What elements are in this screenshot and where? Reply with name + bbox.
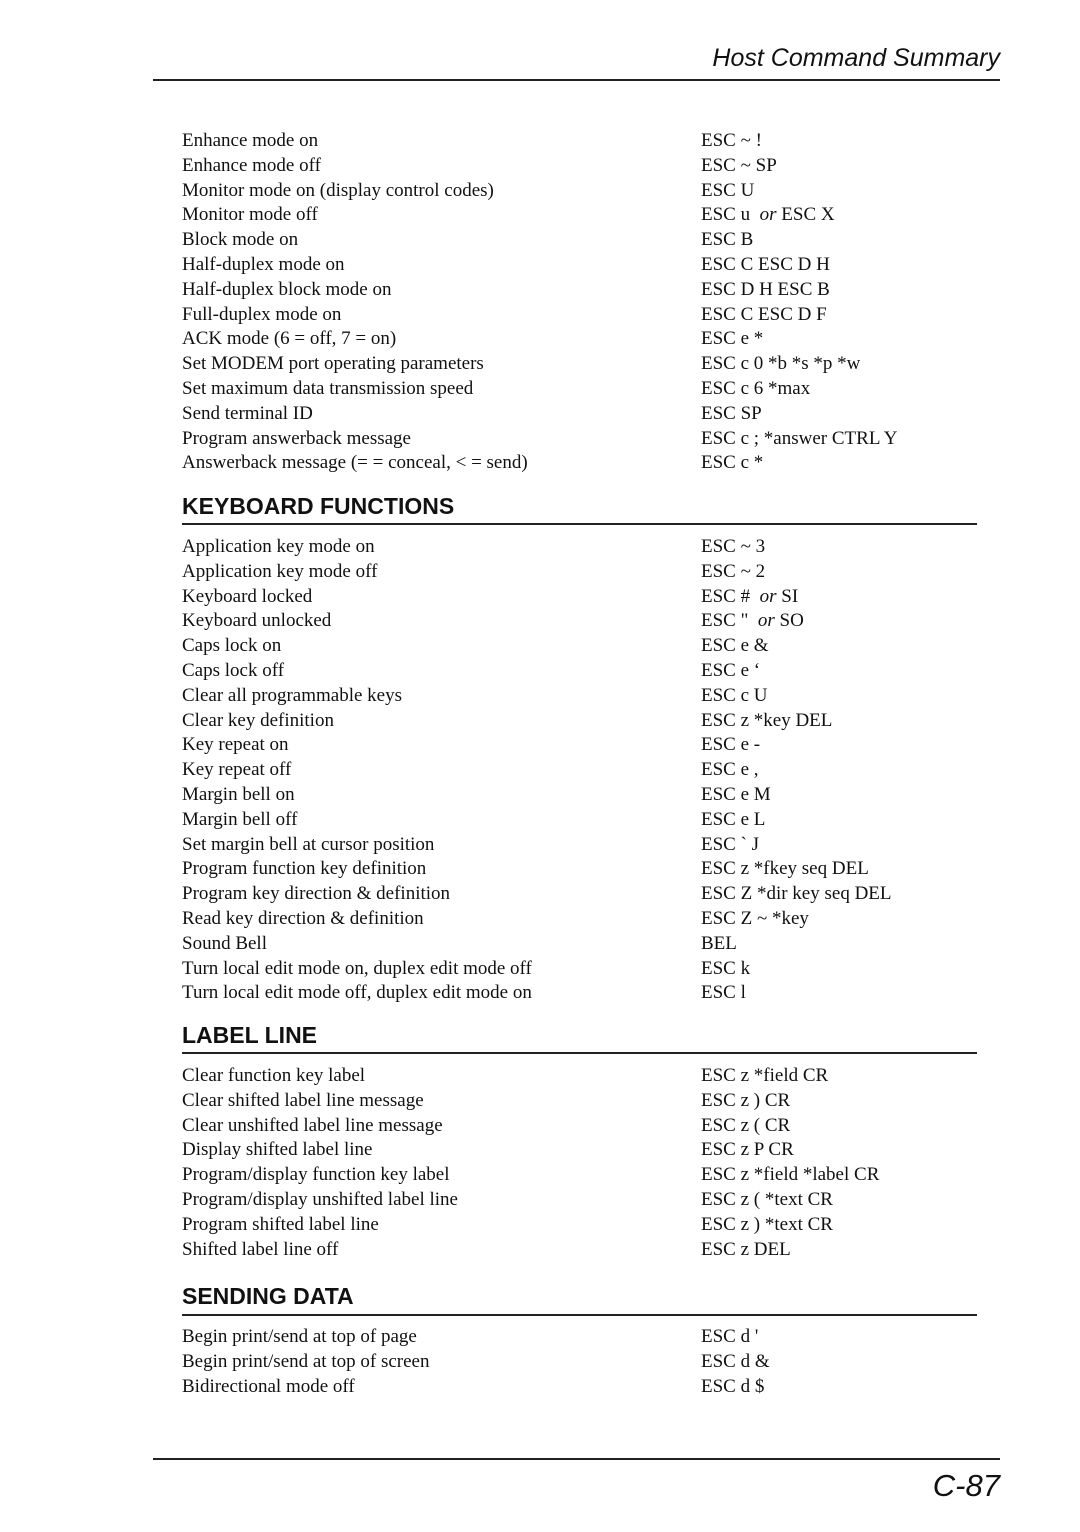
command-sequence bbox=[701, 957, 750, 982]
command-sequence bbox=[701, 1350, 770, 1375]
command-description: Program key direction & definition bbox=[182, 883, 451, 905]
command-code: ESC Z ~ *key bbox=[701, 907, 809, 929]
command-description: Full-duplex mode on bbox=[182, 303, 342, 325]
command-sequence bbox=[701, 857, 869, 882]
command-sequence bbox=[701, 278, 830, 303]
command-description: Application key mode on bbox=[182, 536, 375, 557]
command-code: ESC z *field CR bbox=[701, 1065, 829, 1086]
section-rows bbox=[182, 1325, 977, 1399]
section-rule bbox=[182, 523, 977, 525]
command-description: Program/display function key label bbox=[182, 1164, 450, 1186]
command-sequence bbox=[701, 1325, 758, 1350]
command-code: ESC e L bbox=[701, 808, 766, 830]
command-row bbox=[182, 981, 977, 1006]
page-number: C-87 bbox=[932, 1468, 1000, 1503]
command-sequence bbox=[701, 179, 754, 204]
command-description: Turn local edit mode on, duplex edit mode off bbox=[182, 957, 532, 979]
command-code: ESC d ' bbox=[701, 1326, 759, 1347]
command-sequence bbox=[701, 808, 765, 833]
command-description: Clear unshifted label line message bbox=[182, 1114, 443, 1136]
command-description: ACK mode (6 = off, 7 = on) bbox=[182, 328, 397, 350]
command-description: Clear shifted label line message bbox=[182, 1089, 424, 1111]
command-code: ESC c * bbox=[701, 452, 764, 474]
command-row bbox=[182, 352, 977, 377]
command-description: Read key direction & definition bbox=[182, 907, 424, 929]
command-row bbox=[182, 253, 977, 278]
command-code: ESC e * bbox=[701, 328, 764, 350]
command-row bbox=[182, 303, 977, 328]
or-separator: or bbox=[759, 204, 777, 226]
command-code: ESC Z *dir key seq DEL bbox=[701, 883, 892, 905]
command-code: BEL bbox=[701, 932, 737, 954]
command-code: ESC d $ bbox=[701, 1375, 765, 1397]
footer-rule bbox=[153, 1458, 1000, 1460]
running-header: Host Command Summary bbox=[712, 44, 1000, 72]
command-sequence bbox=[701, 1089, 790, 1114]
command-code: ESC u bbox=[701, 204, 751, 226]
command-code: ESC e ‘ bbox=[701, 659, 761, 681]
command-code-alt: SI bbox=[781, 585, 799, 607]
command-description: Display shifted label line bbox=[182, 1139, 373, 1161]
command-row bbox=[182, 808, 977, 833]
command-description: Send terminal ID bbox=[182, 402, 313, 424]
command-code: ESC SP bbox=[701, 402, 762, 424]
command-sequence bbox=[701, 709, 832, 734]
command-row bbox=[182, 907, 977, 932]
command-sequence bbox=[701, 932, 737, 957]
header-rule bbox=[153, 79, 1000, 81]
command-row bbox=[182, 932, 977, 957]
command-description: Program answerback message bbox=[182, 427, 411, 449]
command-description: Margin bell on bbox=[182, 783, 295, 805]
command-description: Keyboard unlocked bbox=[182, 610, 332, 632]
command-sequence bbox=[701, 907, 809, 932]
command-row bbox=[182, 1350, 977, 1375]
command-description: Keyboard locked bbox=[182, 585, 313, 607]
command-row bbox=[182, 560, 977, 585]
command-description: Begin print/send at top of screen bbox=[182, 1350, 430, 1372]
command-description: Sound Bell bbox=[182, 932, 267, 954]
command-sequence bbox=[701, 402, 762, 427]
command-sequence bbox=[701, 684, 768, 709]
command-code: ESC ~ 3 bbox=[701, 536, 766, 557]
command-description: Half-duplex block mode on bbox=[182, 278, 392, 300]
command-code: ESC " bbox=[701, 610, 749, 632]
command-code: ESC ~ SP bbox=[701, 154, 777, 176]
command-code: ESC c ; *answer CTRL Y bbox=[701, 427, 898, 449]
command-row bbox=[182, 1238, 977, 1263]
section-rule bbox=[182, 1052, 977, 1054]
command-code: ESC z *field *label CR bbox=[701, 1164, 880, 1186]
command-sequence bbox=[701, 1238, 791, 1263]
command-code: ESC U bbox=[701, 179, 755, 201]
command-sequence bbox=[701, 451, 763, 476]
command-row bbox=[182, 857, 977, 882]
command-code: ESC ~ 2 bbox=[701, 560, 766, 582]
section-rule bbox=[182, 1314, 977, 1316]
command-row bbox=[182, 1064, 977, 1089]
command-sequence bbox=[701, 129, 762, 154]
command-code: ESC ~ ! bbox=[701, 130, 762, 151]
command-code: ESC e , bbox=[701, 759, 759, 781]
command-row bbox=[182, 833, 977, 858]
command-row bbox=[182, 451, 977, 476]
command-sequence bbox=[701, 1114, 790, 1139]
command-sequence bbox=[701, 634, 769, 659]
command-row bbox=[182, 882, 977, 907]
command-row bbox=[182, 377, 977, 402]
command-row bbox=[182, 1188, 977, 1213]
command-sequence bbox=[701, 1375, 764, 1400]
command-description: Turn local edit mode off, duplex edit mode on bbox=[182, 982, 532, 1004]
command-sequence bbox=[701, 609, 804, 634]
section-heading-keyboard-functions: KEYBOARD FUNCTIONS bbox=[182, 493, 977, 520]
command-code: ESC B bbox=[701, 229, 754, 251]
command-sequence bbox=[701, 833, 759, 858]
command-description: Program shifted label line bbox=[182, 1213, 379, 1235]
command-row bbox=[182, 1213, 977, 1238]
command-code: ESC e M bbox=[701, 783, 771, 805]
command-sequence bbox=[701, 1213, 833, 1238]
section-heading-label-line: LABEL LINE bbox=[182, 1022, 977, 1049]
command-sequence bbox=[701, 253, 830, 278]
command-code: ESC c 0 *b *s *p *w bbox=[701, 353, 861, 375]
command-description: Program/display unshifted label line bbox=[182, 1188, 458, 1210]
command-row bbox=[182, 1114, 977, 1139]
command-row bbox=[182, 758, 977, 783]
command-sequence bbox=[701, 327, 763, 352]
section-rows bbox=[182, 535, 977, 1006]
command-code: ESC z ( CR bbox=[701, 1114, 791, 1136]
command-sequence bbox=[701, 981, 746, 1006]
command-sequence bbox=[701, 1064, 828, 1089]
command-description: Monitor mode on (display control codes) bbox=[182, 179, 494, 201]
command-code: ESC # bbox=[701, 585, 751, 607]
command-row bbox=[182, 1375, 977, 1400]
command-row bbox=[182, 402, 977, 427]
command-code: ESC c 6 *max bbox=[701, 377, 811, 399]
command-code: ESC e - bbox=[701, 734, 761, 756]
command-code: ESC k bbox=[701, 957, 751, 979]
command-description: Bidirectional mode off bbox=[182, 1375, 355, 1397]
command-description: Answerback message (= = conceal, < = send) bbox=[182, 452, 528, 474]
command-row bbox=[182, 684, 977, 709]
command-description: Clear all programmable keys bbox=[182, 684, 403, 706]
command-sequence bbox=[701, 303, 827, 328]
command-sequence bbox=[701, 733, 760, 758]
command-description: Set margin bell at cursor position bbox=[182, 833, 435, 855]
section-rows bbox=[182, 1064, 977, 1262]
command-sequence bbox=[701, 1163, 879, 1188]
command-description: Enhance mode off bbox=[182, 154, 321, 176]
command-description: Margin bell off bbox=[182, 808, 298, 830]
command-description: Set maximum data transmission speed bbox=[182, 377, 474, 399]
command-row bbox=[182, 278, 977, 303]
command-code-alt: ESC X bbox=[781, 204, 835, 226]
section-heading-sending-data: SENDING DATA bbox=[182, 1283, 977, 1310]
command-row bbox=[182, 154, 977, 179]
command-row bbox=[182, 1138, 977, 1163]
command-code: ESC D H ESC B bbox=[701, 278, 830, 300]
command-sequence bbox=[701, 659, 760, 684]
command-description: Clear function key label bbox=[182, 1065, 366, 1086]
command-code: ESC c U bbox=[701, 684, 768, 706]
command-row bbox=[182, 327, 977, 352]
command-code-alt: SO bbox=[779, 610, 804, 632]
command-row bbox=[182, 1325, 977, 1350]
command-sequence bbox=[701, 427, 898, 452]
command-description: Monitor mode off bbox=[182, 204, 318, 226]
or-separator: or bbox=[757, 610, 775, 632]
command-row bbox=[182, 129, 977, 154]
command-sequence bbox=[701, 203, 835, 228]
command-description: Block mode on bbox=[182, 229, 299, 251]
command-description: Clear key definition bbox=[182, 709, 334, 731]
command-row bbox=[182, 733, 977, 758]
or-separator: or bbox=[759, 585, 777, 607]
command-code: ESC e & bbox=[701, 635, 769, 657]
command-code: ESC l bbox=[701, 982, 746, 1004]
command-row bbox=[182, 203, 977, 228]
command-description: Application key mode off bbox=[182, 560, 378, 582]
command-row bbox=[182, 1089, 977, 1114]
command-sequence bbox=[701, 228, 753, 253]
command-description: Set MODEM port operating parameters bbox=[182, 353, 484, 375]
section-rows bbox=[182, 129, 977, 476]
command-description: Caps lock off bbox=[182, 659, 285, 681]
command-code: ESC C ESC D H bbox=[701, 253, 830, 275]
command-row bbox=[182, 228, 977, 253]
command-code: ESC ` J bbox=[701, 833, 760, 855]
command-sequence bbox=[701, 1188, 833, 1213]
command-sequence bbox=[701, 783, 771, 808]
command-description: Key repeat on bbox=[182, 734, 289, 756]
command-description: Program function key definition bbox=[182, 858, 427, 880]
command-row bbox=[182, 957, 977, 982]
command-row bbox=[182, 783, 977, 808]
command-code: ESC z P CR bbox=[701, 1139, 794, 1161]
command-sequence bbox=[701, 882, 892, 907]
command-code: ESC z *key DEL bbox=[701, 709, 833, 731]
command-sequence bbox=[701, 352, 860, 377]
command-sequence bbox=[701, 585, 798, 610]
command-description: Begin print/send at top of page bbox=[182, 1326, 417, 1347]
command-description: Enhance mode on bbox=[182, 130, 319, 151]
command-sequence bbox=[701, 560, 765, 585]
command-row bbox=[182, 709, 977, 734]
command-description: Key repeat off bbox=[182, 759, 292, 781]
command-sequence bbox=[701, 1138, 794, 1163]
command-code: ESC C ESC D F bbox=[701, 303, 827, 325]
command-sequence bbox=[701, 377, 810, 402]
command-sequence bbox=[701, 758, 759, 783]
command-row bbox=[182, 179, 977, 204]
command-description: Shifted label line off bbox=[182, 1238, 339, 1260]
command-description: Caps lock on bbox=[182, 635, 282, 657]
command-code: ESC d & bbox=[701, 1350, 770, 1372]
command-description: Half-duplex mode on bbox=[182, 253, 345, 275]
command-code: ESC z ) CR bbox=[701, 1089, 791, 1111]
command-code: ESC z DEL bbox=[701, 1238, 791, 1260]
command-code: ESC z ( *text CR bbox=[701, 1188, 833, 1210]
command-row bbox=[182, 427, 977, 452]
command-code: ESC z ) *text CR bbox=[701, 1213, 833, 1235]
command-sequence bbox=[701, 535, 765, 560]
command-row bbox=[182, 535, 977, 560]
command-row bbox=[182, 634, 977, 659]
command-row bbox=[182, 1163, 977, 1188]
command-code: ESC z *fkey seq DEL bbox=[701, 858, 869, 880]
command-row bbox=[182, 585, 977, 610]
command-row bbox=[182, 659, 977, 684]
command-row bbox=[182, 609, 977, 634]
command-sequence bbox=[701, 154, 777, 179]
